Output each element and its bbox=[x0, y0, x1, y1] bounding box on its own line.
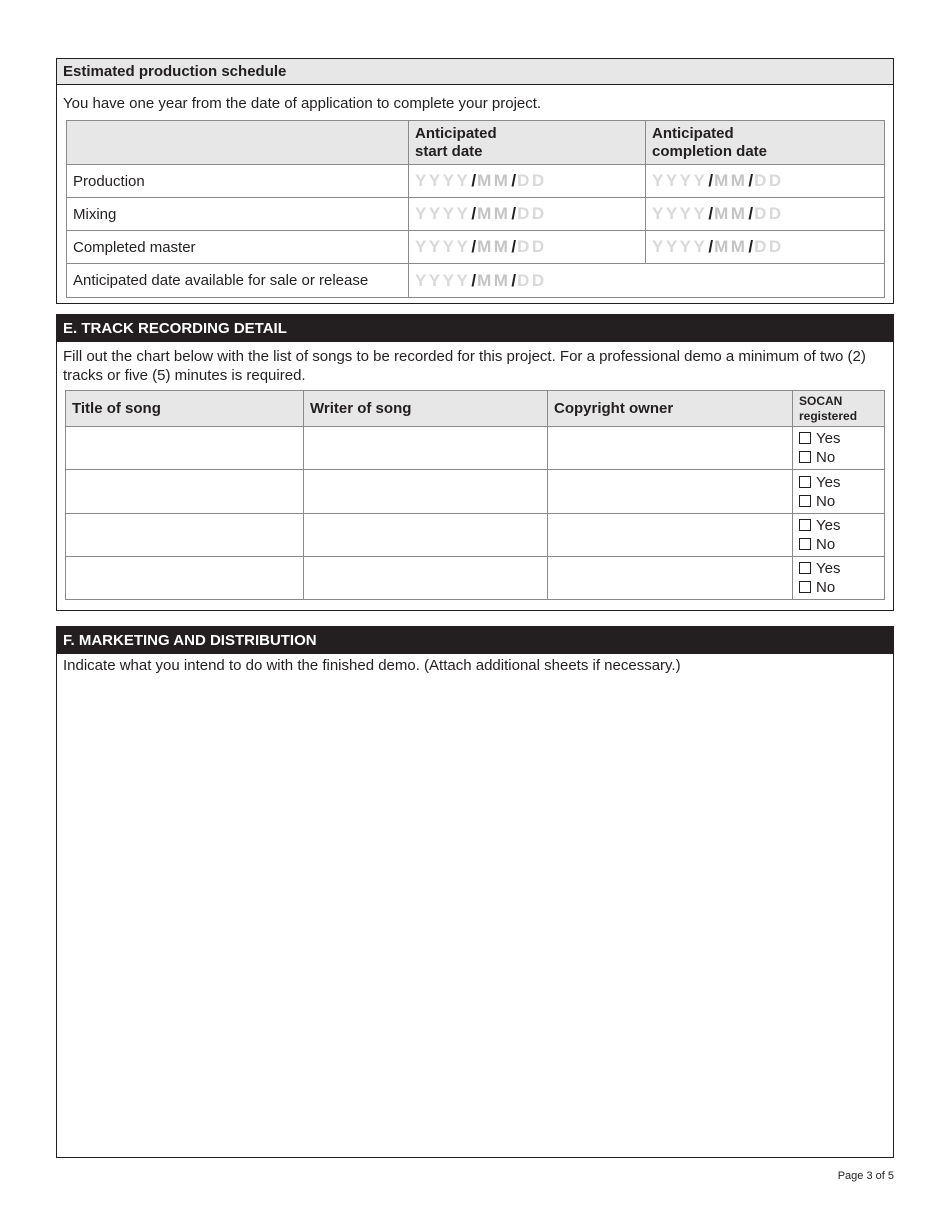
schedule-row-master bbox=[67, 231, 885, 264]
song-writer-input[interactable] bbox=[304, 470, 548, 514]
copyright-owner-input[interactable] bbox=[548, 557, 793, 600]
socan-yes-checkbox[interactable]: Yes bbox=[799, 516, 878, 535]
table-row bbox=[66, 470, 885, 514]
track-section bbox=[56, 314, 894, 611]
socan-yes-checkbox[interactable]: Yes bbox=[799, 559, 878, 578]
master-end-date-field[interactable]: YYYY/MM/DD bbox=[646, 231, 885, 264]
schedule-table bbox=[66, 120, 885, 298]
schedule-row-production bbox=[67, 165, 885, 198]
socan-yes-checkbox[interactable]: Yes bbox=[799, 429, 878, 448]
song-title-input[interactable] bbox=[66, 427, 304, 470]
song-writer-input[interactable] bbox=[304, 514, 548, 557]
col-socan: SOCAN registered bbox=[793, 391, 885, 427]
master-start-date-field[interactable]: YYYY/MM/DD bbox=[409, 231, 646, 264]
song-title-input[interactable] bbox=[66, 514, 304, 557]
track-table bbox=[65, 390, 885, 600]
socan-no-checkbox[interactable]: No bbox=[799, 448, 878, 467]
socan-yes-checkbox[interactable]: Yes bbox=[799, 473, 878, 492]
song-title-input[interactable] bbox=[66, 470, 304, 514]
col-start-date: Anticipated start date bbox=[409, 121, 646, 165]
schedule-corner bbox=[67, 121, 409, 165]
song-writer-input[interactable] bbox=[304, 427, 548, 470]
marketing-section bbox=[56, 626, 894, 1158]
socan-options bbox=[793, 470, 885, 514]
socan-no-checkbox[interactable]: No bbox=[799, 492, 878, 511]
schedule-section bbox=[56, 58, 894, 304]
row-label: Anticipated date available for sale or release bbox=[67, 264, 409, 298]
production-end-date-field[interactable]: YYYY/MM/DD bbox=[646, 165, 885, 198]
release-date-field[interactable]: YYYY/MM/DD bbox=[409, 264, 885, 298]
socan-no-checkbox[interactable]: No bbox=[799, 578, 878, 597]
marketing-intro: Indicate what you intend to do with the finished demo. (Attach additional sheets if necessary.) bbox=[63, 657, 681, 674]
copyright-owner-input[interactable] bbox=[548, 470, 793, 514]
socan-options bbox=[793, 514, 885, 557]
row-label: Completed master bbox=[67, 231, 409, 264]
copyright-owner-input[interactable] bbox=[548, 427, 793, 470]
socan-no-checkbox[interactable]: No bbox=[799, 535, 878, 554]
col-completion-date: Anticipated completion date bbox=[646, 121, 885, 165]
socan-options bbox=[793, 427, 885, 470]
marketing-text-area[interactable] bbox=[57, 677, 893, 1157]
mixing-end-date-field[interactable]: YYYY/MM/DD bbox=[646, 198, 885, 231]
song-title-input[interactable] bbox=[66, 557, 304, 600]
col-copyright-owner: Copyright owner bbox=[548, 391, 793, 427]
col-song-writer: Writer of song bbox=[304, 391, 548, 427]
schedule-intro: You have one year from the date of application to complete your project. bbox=[63, 95, 542, 112]
socan-options bbox=[793, 557, 885, 600]
table-row bbox=[66, 514, 885, 557]
row-label: Production bbox=[67, 165, 409, 198]
page-number: Page 3 of 5 bbox=[837, 1170, 894, 1182]
table-row bbox=[66, 427, 885, 470]
schedule-title: Estimated production schedule bbox=[57, 59, 893, 85]
col-song-title: Title of song bbox=[66, 391, 304, 427]
production-start-date-field[interactable]: YYYY/MM/DD bbox=[409, 165, 646, 198]
mixing-start-date-field[interactable]: YYYY/MM/DD bbox=[409, 198, 646, 231]
copyright-owner-input[interactable] bbox=[548, 514, 793, 557]
schedule-row-release bbox=[67, 264, 885, 298]
track-title: E. TRACK RECORDING DETAIL bbox=[57, 315, 893, 342]
marketing-title: F. MARKETING AND DISTRIBUTION bbox=[57, 627, 893, 654]
row-label: Mixing bbox=[67, 198, 409, 231]
table-row bbox=[66, 557, 885, 600]
song-writer-input[interactable] bbox=[304, 557, 548, 600]
schedule-row-mixing bbox=[67, 198, 885, 231]
track-intro: Fill out the chart below with the list of songs to be recorded for this project. For a professional demo a minimum of two (2) tracks or five (5) minutes is required. bbox=[63, 348, 866, 384]
